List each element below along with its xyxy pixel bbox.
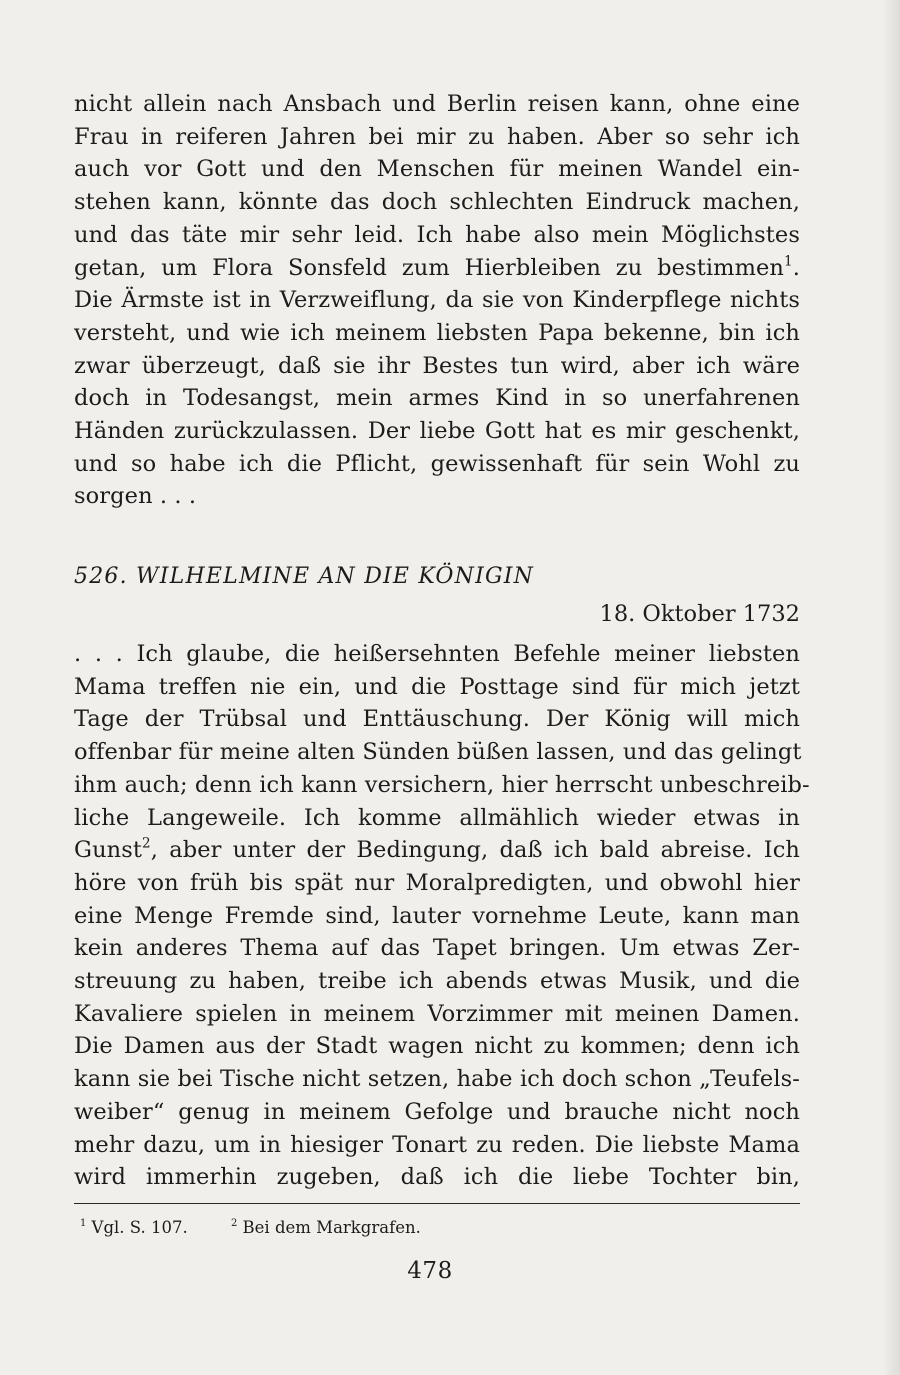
text-line: mehr dazu, um in hiesiger Tonart zu reden. Die liebste Mama (74, 1131, 800, 1158)
text-line: höre von früh bis spät nur Moralpredigten, und obwohl hier (74, 869, 800, 896)
text-line: Mama treffen nie ein, und die Posttage sind für mich jetzt (74, 673, 800, 700)
footnote-1 (80, 1216, 188, 1240)
page-edge-shadow (882, 0, 900, 1375)
text-line: weiber“ genug in meinem Gefolge und brauche nicht noch (74, 1098, 800, 1125)
text-line: ihm auch; denn ich kann versichern, hier herrscht unbeschreib- (74, 771, 810, 798)
text-line: Tage der Trübsal und Enttäuschung. Der König will mich (74, 706, 800, 733)
text-line: liche Langeweile. Ich komme allmählich wieder etwas in (74, 804, 800, 831)
footnote-number: 2 (231, 1218, 238, 1230)
text-line: zwar überzeugt, daß sie ihr Bestes tun wird, aber ich wäre (74, 352, 800, 379)
text-line: sorgen . . . (74, 483, 197, 510)
text-line-with-footnote (74, 252, 800, 285)
text-line: Frau in reiferen Jahren bei mir zu haben. Aber so sehr ich (74, 123, 800, 150)
text-line: versteht, und wie ich meinem liebsten Papa bekenne, bin ich (74, 319, 800, 346)
text-line: stehen kann, könnte das doch schlechten Eindruck machen, (74, 189, 800, 216)
footnote-text: Vgl. S. 107. (91, 1218, 188, 1237)
text-line: nicht allein nach Ansbach und Berlin reisen kann, ohne eine (74, 91, 800, 117)
footnote-number: 1 (80, 1218, 87, 1230)
paragraph-continuation (74, 88, 800, 513)
text-line: offenbar für meine alten Sünden büßen lassen, und das gelingt (74, 739, 802, 766)
text-line: Händen zurückzulassen. Der liebe Gott hat es mir geschenkt, (74, 418, 800, 445)
text-line-punctuation: . (792, 254, 800, 281)
footnote-mark: 2 (142, 835, 151, 852)
text-line: auch vor Gott und den Menschen für meinen Wandel ein- (74, 156, 800, 183)
letter-date: 18. Oktober 1732 (599, 601, 800, 627)
text-line: und das täte mir sehr leid. Ich habe also mein Möglichstes (74, 221, 800, 248)
footnote-2 (231, 1216, 421, 1240)
letter-heading: 526. WILHELMINE AN DIE KÖNIGIN (74, 564, 535, 589)
text-line-body: Gunst (74, 837, 143, 864)
page-number: 478 (407, 1258, 453, 1284)
footnote-text: Bei dem Markgrafen. (242, 1218, 421, 1237)
text-line: wird immerhin zugeben, daß ich die liebe Tochter bin, (74, 1164, 800, 1191)
text-line: eine Menge Fremde sind, lauter vornehme Leute, kann man (74, 902, 800, 929)
footnote-mark: 1 (784, 253, 793, 270)
text-line: Die Ärmste ist in Verzweiflung, da sie von Kinderpflege nichts (74, 287, 800, 314)
text-line: kein anderes Thema auf das Tapet bringen. Um etwas Zer- (74, 935, 800, 962)
text-line-body: getan, um Flora Sonsfeld zum Hierbleiben zu bestimmen (74, 254, 785, 281)
text-line-with-footnote (74, 834, 800, 867)
text-line: Kavaliere spielen in meinem Vorzimmer mit meinen Damen. (74, 1000, 800, 1027)
footnotes (80, 1216, 421, 1240)
text-line: . . . Ich glaube, die heißersehnten Befehle meiner liebsten (74, 641, 800, 667)
text-line: doch in Todesangst, mein armes Kind in so unerfahrenen (74, 385, 800, 412)
text-line: kann sie bei Tische nicht setzen, habe ich doch schon „Teufels- (74, 1066, 800, 1093)
text-line: und so habe ich die Pflicht, gewissenhaft für sein Wohl zu (74, 450, 800, 477)
letter-body (74, 638, 810, 1194)
footnote-rule (74, 1203, 800, 1204)
text-line-rest: , aber unter der Bedingung, daß ich bald abreise. Ich (150, 837, 800, 864)
text-line: streuung zu haben, treibe ich abends etwas Musik, und die (74, 968, 800, 995)
text-line: Die Damen aus der Stadt wagen nicht zu kommen; denn ich (74, 1033, 800, 1060)
